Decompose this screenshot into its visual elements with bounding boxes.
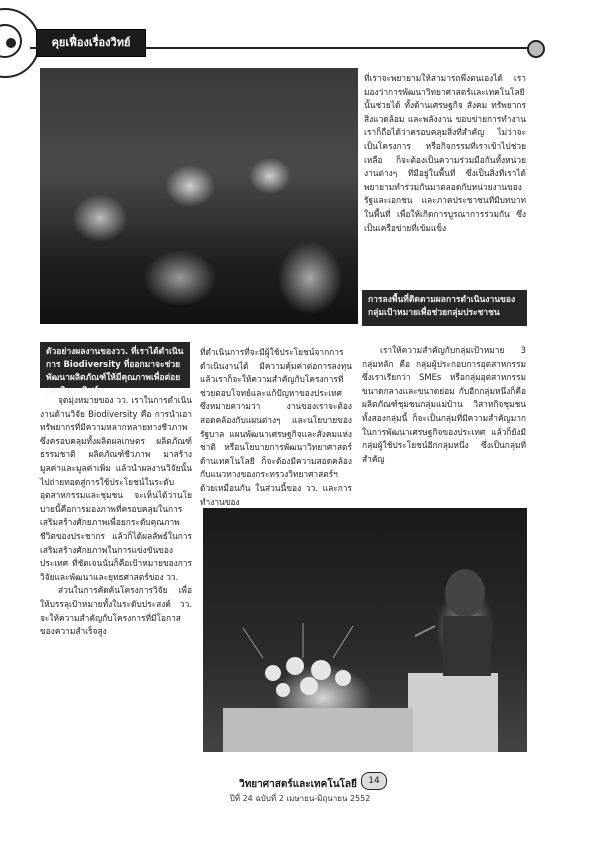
footer-magazine-title: วิทยาศาสตร์และเทคโนโลยี xyxy=(239,779,357,790)
section-title: คุยเฟื่องเรื่องวิทย์ xyxy=(36,29,146,57)
photo-caption-top: การลงพื้นที่ติดตามผลการดำเนินงานของกลุ่มเป้าหมายเพื่อช่วยกลุ่มประชาชน xyxy=(362,290,527,326)
header-right-ornament xyxy=(527,40,545,58)
speaker-podium-photo xyxy=(203,508,527,752)
left-paragraph-1: จุดมุ่งหมายของ วว. เราในการดำเนินงานด้านวิจัย Biodiversity คือ การนำเอาทรัพยากรที่มีความหลากหลายทางชีวภาพ ซึ่งครอบคลุมทั้งผลิตผลเกษตร ผลิตภัณฑ์ธรรมชาติ ผลิตภัณฑ์ชีวภาพ มาสร้างมูลค่าและมูลค่าเพิ่ม แล้วนำผลงานวิจัยนั้นไปถ่ายทอดสู่การใช้ประโยชน์ในระดับอุตสาหกรรมและชุมชน จะเห็นได้ว่านโยบายนี้คือการมองภาพที่ครอบคลุมในการเสริมสร้างศักยภาพเพื่อยกระดับคุณภาพชีวิตของประชากร แล้วก็ได้ผลลัพธ์ในการเสริมสร้างศักยภาพในการแข่งขันของประเทศ ที่ชัดเจนนั่นก็คือเป้าหมายของการวิจัยและพัฒนาและยุทธศาสตร์ของ วว. xyxy=(40,395,192,582)
left-column xyxy=(40,394,192,639)
top-right-paragraph: ที่เราจะพยายามให้สามารถพึ่งตนเองได้ เรา มองว่าการพัฒนาวิทยาศาสตร์และเทคโนโลยีนั้นช่วยได้ ทั้งด้านเศรษฐกิจ สังคม ทรัพยากรสิ่งแวดล้อม และพลังงาน ขอบข่ายการทำงานเราก็ถือได้ว่าครอบคลุมสิ่งที่สำคัญ ไม่ว่าจะเป็นโครงการ หรือกิจกรรมที่เราเข้าไปช่วยเหลือ ก็จะต้องเป็นความร่วมมือกันทั้งหน่วยงานต่างๆ ที่มีอยู่ในพื้นที่ ซึ่งเป็นสิ่งที่เราได้พยายามทำร่วมกันมาตลอดกับหน่วยงานของรัฐและเอกชน และภาคประชาชนที่มีบทบาทในพื้นที่ เพื่อให้เกิดการบูรณาการร่วมกัน ซึ่งเป็นเครือข่ายที่เข้มแข็ง xyxy=(364,73,526,233)
middle-column: ที่ดำเนินการที่จะมีผู้ใช้ประโยชน์จากการดำเนินงานได้ มีความคุ้มค่าต่อการลงทุน แล้วเราก็จะให้ความสำคัญกับโครงการที่ช่วยตอบโจทย์และแก้ปัญหาของประเทศ ซึ่งหมายความว่า งานของเราจะต้องสอดคล้องกับแผนต่างๆ และนโยบายของรัฐบาล แผนพัฒนาเศรษฐกิจและสังคมแห่งชาติ หรือนโยบายการพัฒนาวิทยาศาสตร์ ด้านเทคโนโลยี ก็จะต้องมีความสอดคล้องกับแนวทางของกระทรวงวิทยาศาสตร์ฯ ด้วยเหมือนกัน ในส่วนนี้ของ วว. และการทำงานของ xyxy=(200,347,352,507)
header-dot-decoration xyxy=(6,38,16,48)
podium-illustration xyxy=(203,508,527,752)
page-number: 14 xyxy=(361,772,387,790)
highlight-caption-left: ตัวอย่างผลงานของวว. ที่เราได้ดำเนินการ Biodiversity ที่ออกมาจะช่วยพัฒนาผลิตภัณฑ์ให้มีคุณภาพเพื่อต่อยอดเชิงพาณิชย์ xyxy=(40,342,190,388)
meeting-audience-photo xyxy=(40,68,358,324)
right-column: เราให้ความสำคัญกับกลุ่มเป้าหมาย 3 กลุ่มหลัก คือ กลุ่มผู้ประกอบการอุตสาหกรรม ซึ่งเราเรียกว่า SMEs หรือกลุ่มอุตสาหกรรมขนาดกลางและขนาดย่อม กับอีกกลุ่มหนึ่งก็คือผลิตภัณฑ์ชุมชนกลุ่มแม่บ้าน วิสาหกิจชุมชน ทั้งสองกลุ่มนี้ ก็จะเป็นกลุ่มที่มีความสำคัญมากในการพัฒนาเศรษฐกิจของประเทศ แล้วก็ยังมีกลุ่มผู้ใช้ประโยชน์อีกกลุ่มหนึ่ง ซึ่งเป็นกลุ่มที่สำคัญ xyxy=(362,345,526,464)
footer-issue-info: ปีที่ 24 ฉบับที่ 2 เมษายน-มิถุนายน 2552 xyxy=(229,794,371,803)
left-paragraph-2: ส่วนในการคัดค้นโครงการวิจัย เพื่อให้บรรลุเป้าหมายทั้งในระดับประสงค์ วว. จะให้ความสำคัญกับโครงการที่มีโอกาสของความสำเร็จสูง xyxy=(40,585,192,637)
